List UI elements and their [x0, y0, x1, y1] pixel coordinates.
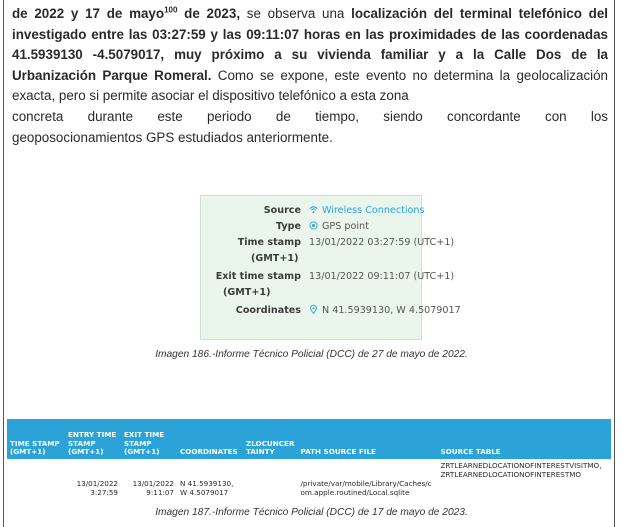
- col-source-table: SOURCE TABLE: [438, 419, 612, 459]
- exit-tz-label: (GMT+1): [223, 287, 271, 298]
- gps-point-icon: [309, 221, 318, 230]
- body-paragraph: de 2022 y 17 de mayo$^{100}$ de 2023, se observa una localización del terminal telefónico del investigado entre las 03:27:59 y las 09:11:07 horas en las proximidades de las coordenadas 41.5939130 -4.5079017, muy próximo a su vivienda familiar y a la Calle Dos de la Urbanización Parque Romeral. Como se expone, este evento no determina la geolocalización exacta, pero si permite asociar el dispositivo telefónico a esta zona concreta durante este periodo de tiempo, siendo concordante con los geoposocionamientos GPS estudiados anteriormente.: [12, 5, 609, 145]
- cell-coordinates: N 41.5939130, W 4.5079017: [180, 479, 234, 497]
- coordinates-value: N 41.5939130, W 4.5079017: [322, 305, 461, 316]
- timestamp-value: 13/01/2022 03:27:59 (UTC+1): [309, 237, 455, 248]
- footnote-ref: 100: [164, 5, 178, 15]
- caption-image-187: Imagen 187.-Informe Técnico Policial (DCC) de 17 de mayo de 2023.: [155, 507, 468, 518]
- exit-tz-row: [201, 287, 423, 303]
- source-label: Source: [263, 205, 301, 216]
- source-value: Wireless Connections: [322, 205, 425, 216]
- cell-exit: 13/01/2022 9:11:07: [132, 479, 174, 497]
- cell-source-table: ZRTLEARNEDLOCATIONOFINTERESTVISITMO, ZRTLEARNEDLOCATIONOFINTERESTMO: [440, 461, 602, 479]
- table-row: [7, 459, 611, 499]
- timestamp-row: [201, 237, 455, 253]
- date-text: de 2022 y 17 de mayo$^{100}$ de 2023,: [12, 5, 241, 21]
- type-label: Type: [275, 221, 301, 232]
- exit-value: 13/01/2022 09:11:07 (UTC+1): [309, 271, 455, 282]
- timestamp-tz-row: [201, 253, 423, 269]
- col-uncertainty: ZLOCUNCER TAINTY: [243, 419, 298, 459]
- wifi-icon: [309, 205, 318, 214]
- coordinates-row: [201, 305, 461, 321]
- cell-entry: 13/01/2022 3:27:59: [76, 479, 118, 497]
- justified-line: concreta durante este periodo de tiempo, siendo concordante con los: [12, 108, 608, 124]
- col-coordinates: COORDINATES: [177, 419, 243, 459]
- timestamp-tz-label: (GMT+1): [251, 253, 299, 264]
- exit-label: Exit time stamp: [215, 271, 301, 282]
- col-time-stamp: TIME STAMP (GMT+1): [7, 419, 65, 459]
- col-path-source-file: PATH SOURCE FILE: [298, 419, 438, 459]
- cell-uncertainty: [243, 459, 298, 499]
- exit-row: [201, 271, 455, 287]
- table-header-row: [7, 419, 611, 459]
- type-value: GPS point: [322, 221, 369, 232]
- highlighted-text: localización del terminal telefónico del investigado entre las 03:27:59 y las 09:11:07 horas en las proximidades de las coordenadas 41.5939130 -4.5079017, muy próximo a su vivienda familiar y a la Calle Dos de la Urbanización Parque Romeral.: [12, 6, 609, 83]
- caption-image-186: Imagen 186.-Informe Técnico Policial (DCC) de 27 de mayo de 2022.: [155, 349, 468, 360]
- type-row: [201, 221, 423, 237]
- location-table: [7, 419, 611, 499]
- cell-time-stamp: [7, 459, 65, 499]
- coordinates-label: Coordinates: [235, 305, 301, 316]
- col-entry-time-stamp: ENTRY TIME STAMP (GMT+1): [65, 419, 121, 459]
- location-pin-icon: [309, 305, 318, 314]
- col-exit-time-stamp: EXIT TIME STAMP (GMT+1): [121, 419, 177, 459]
- location-detail-card: [200, 195, 461, 340]
- cell-path: /private/var/mobile/Library/Caches/com.apple.routined/Local.sqlite: [300, 479, 432, 497]
- timestamp-label: Time stamp: [237, 237, 301, 248]
- source-row: [201, 205, 423, 221]
